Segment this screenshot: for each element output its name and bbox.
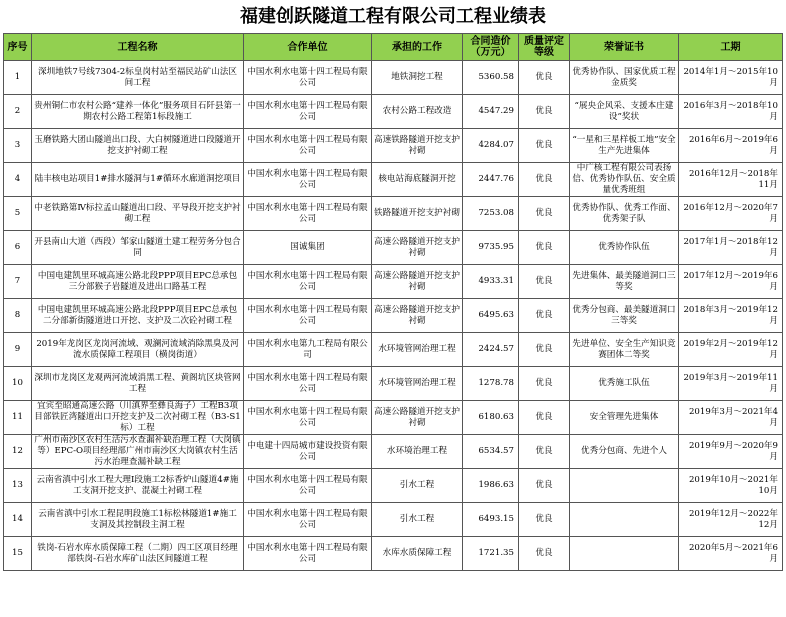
cell-honor: 优秀协作队、国家优质工程金质奖 bbox=[570, 61, 679, 95]
cell-period: 2017年12月～2019年6月 bbox=[679, 265, 783, 299]
cell-no: 13 bbox=[4, 469, 32, 503]
cell-amount: 6534.57 bbox=[463, 435, 519, 469]
table-row bbox=[4, 469, 783, 503]
cell-quality: 优良 bbox=[519, 537, 570, 571]
table-row bbox=[4, 435, 783, 469]
cell-honor: 优秀施工队伍 bbox=[570, 367, 679, 401]
table-row bbox=[4, 231, 783, 265]
header-honor: 荣誉证书 bbox=[570, 34, 679, 61]
cell-no: 9 bbox=[4, 333, 32, 367]
cell-amount: 1721.35 bbox=[463, 537, 519, 571]
cell-period: 2016年6月～2019年6月 bbox=[679, 129, 783, 163]
cell-partner: 中国水利水电第九工程局有限公司 bbox=[244, 333, 372, 367]
cell-honor: 中广核工程有限公司表扬信、优秀协作队伍、安全质量优秀班组 bbox=[570, 163, 679, 197]
cell-amount: 6495.63 bbox=[463, 299, 519, 333]
cell-work: 引水工程 bbox=[372, 503, 463, 537]
cell-project-name: 2019年龙岗区龙岗河流域、观澜河流域消除黑臭及河流水质保障工程项目（横岗街道） bbox=[32, 333, 244, 367]
table-row bbox=[4, 61, 783, 95]
cell-work: 铁路隧道开挖支护衬砌 bbox=[372, 197, 463, 231]
cell-period: 2019年9月～2020年9月 bbox=[679, 435, 783, 469]
cell-amount: 1278.78 bbox=[463, 367, 519, 401]
cell-no: 5 bbox=[4, 197, 32, 231]
cell-amount: 9735.95 bbox=[463, 231, 519, 265]
cell-no: 3 bbox=[4, 129, 32, 163]
cell-partner: 中国水利水电第十四工程局有限公司 bbox=[244, 95, 372, 129]
cell-work: 水库水质保障工程 bbox=[372, 537, 463, 571]
cell-no: 6 bbox=[4, 231, 32, 265]
cell-work: 水环境管网治理工程 bbox=[372, 367, 463, 401]
cell-project-name: 开县南山大道（西段）邹家山隧道土建工程劳务分包合同 bbox=[32, 231, 244, 265]
cell-quality: 优良 bbox=[519, 61, 570, 95]
cell-project-name: 中国电建凯里环城高速公路北段PPP项目EPC总承包三分部猴子岩隧道及进出口路基工程 bbox=[32, 265, 244, 299]
cell-partner: 中国水利水电第十四工程局有限公司 bbox=[244, 163, 372, 197]
table-row bbox=[4, 265, 783, 299]
table-row bbox=[4, 95, 783, 129]
table-row bbox=[4, 299, 783, 333]
cell-no: 12 bbox=[4, 435, 32, 469]
cell-quality: 优良 bbox=[519, 231, 570, 265]
cell-quality: 优良 bbox=[519, 265, 570, 299]
performance-table bbox=[3, 33, 783, 571]
cell-project-name: 中国电建凯里环城高速公路北段PPP项目EPC总承包二分部新街隧道进口开挖、支护及二次砼衬砌工程 bbox=[32, 299, 244, 333]
cell-partner: 中国水利水电第十四工程局有限公司 bbox=[244, 129, 372, 163]
cell-partner: 中国水利水电第十四工程局有限公司 bbox=[244, 265, 372, 299]
cell-honor bbox=[570, 537, 679, 571]
cell-project-name: 云南省滇中引水工程昆明段施工1标松林隧道1#施工支洞及其控制段主洞工程 bbox=[32, 503, 244, 537]
cell-amount: 4547.29 bbox=[463, 95, 519, 129]
cell-honor: “一星和三星样板工地”安全生产先进集体 bbox=[570, 129, 679, 163]
cell-work: 水环境治理工程 bbox=[372, 435, 463, 469]
cell-amount: 2447.76 bbox=[463, 163, 519, 197]
cell-no: 14 bbox=[4, 503, 32, 537]
header-partner: 合作单位 bbox=[244, 34, 372, 61]
cell-honor: 优秀协作队伍 bbox=[570, 231, 679, 265]
cell-period: 2016年12月～2018年11月 bbox=[679, 163, 783, 197]
header-quality: 质量评定等级 bbox=[519, 34, 570, 61]
cell-work: 地铁洞挖工程 bbox=[372, 61, 463, 95]
cell-quality: 优良 bbox=[519, 333, 570, 367]
cell-project-name: 贵州铜仁市农村公路“建养一体化”服务项目石阡县第一期农村公路工程第1标段施工 bbox=[32, 95, 244, 129]
cell-honor: “展央企风采、支援本庄建设”奖状 bbox=[570, 95, 679, 129]
cell-amount: 6493.15 bbox=[463, 503, 519, 537]
cell-partner: 中电建十四局城市建设投资有限公司 bbox=[244, 435, 372, 469]
cell-work: 农村公路工程改造 bbox=[372, 95, 463, 129]
cell-project-name: 铁岗-石岩水库水质保障工程（二期）四工区项目经理部铁岗-石岩水库矿山法区间隧道工程 bbox=[32, 537, 244, 571]
cell-work: 高速公路隧道开挖支护衬砌 bbox=[372, 401, 463, 435]
cell-amount: 7253.08 bbox=[463, 197, 519, 231]
table-row bbox=[4, 129, 783, 163]
cell-period: 2019年3月～2021年4月 bbox=[679, 401, 783, 435]
header-period: 工期 bbox=[679, 34, 783, 61]
cell-no: 2 bbox=[4, 95, 32, 129]
table-row bbox=[4, 333, 783, 367]
cell-work: 高速公路隧道开挖支护衬砌 bbox=[372, 265, 463, 299]
cell-honor: 先进集体、最美隧道洞口三等奖 bbox=[570, 265, 679, 299]
cell-partner: 中国水利水电第十四工程局有限公司 bbox=[244, 61, 372, 95]
cell-honor: 优秀分包商、最美隧道洞口三等奖 bbox=[570, 299, 679, 333]
cell-amount: 1986.63 bbox=[463, 469, 519, 503]
table-row bbox=[4, 367, 783, 401]
cell-period: 2019年3月～2019年11月 bbox=[679, 367, 783, 401]
header-amount: 合同造价（万元） bbox=[463, 34, 519, 61]
cell-quality: 优良 bbox=[519, 129, 570, 163]
header-name: 工程名称 bbox=[32, 34, 244, 61]
cell-quality: 优良 bbox=[519, 503, 570, 537]
cell-honor bbox=[570, 469, 679, 503]
cell-quality: 优良 bbox=[519, 95, 570, 129]
header-work: 承担的工作 bbox=[372, 34, 463, 61]
cell-no: 10 bbox=[4, 367, 32, 401]
cell-honor: 安全管理先进集体 bbox=[570, 401, 679, 435]
cell-work: 高速公路隧道开挖支护衬砌 bbox=[372, 231, 463, 265]
cell-honor: 优秀分包商、先进个人 bbox=[570, 435, 679, 469]
cell-honor bbox=[570, 503, 679, 537]
cell-amount: 4933.31 bbox=[463, 265, 519, 299]
cell-partner: 中国水利水电第十四工程局有限公司 bbox=[244, 401, 372, 435]
table-header-row bbox=[4, 34, 783, 61]
table-body bbox=[4, 61, 783, 571]
table-row bbox=[4, 401, 783, 435]
cell-amount: 2424.57 bbox=[463, 333, 519, 367]
cell-no: 1 bbox=[4, 61, 32, 95]
cell-work: 引水工程 bbox=[372, 469, 463, 503]
cell-partner: 中国水利水电第十四工程局有限公司 bbox=[244, 299, 372, 333]
cell-project-name: 云南省滇中引水工程大理Ⅰ段施工2标香炉山隧道4#施工支洞开挖支护、混凝土衬砌工程 bbox=[32, 469, 244, 503]
cell-project-name: 宜宾至昭通高速公路（川滇界至彝良海子）工程B3项目部铁匠湾隧道出口开挖支护及二次衬砌工程（B3-S1标）工程 bbox=[32, 401, 244, 435]
cell-quality: 优良 bbox=[519, 197, 570, 231]
cell-no: 7 bbox=[4, 265, 32, 299]
cell-project-name: 深圳地铁7号线7304-2标皇岗村站至福民站矿山法区间工程 bbox=[32, 61, 244, 95]
cell-amount: 5360.58 bbox=[463, 61, 519, 95]
cell-no: 4 bbox=[4, 163, 32, 197]
cell-partner: 国诚集团 bbox=[244, 231, 372, 265]
cell-work: 高速公路隧道开挖支护衬砌 bbox=[372, 299, 463, 333]
cell-period: 2019年12月～2022年12月 bbox=[679, 503, 783, 537]
cell-honor: 优秀协作队、优秀工作面、优秀架子队 bbox=[570, 197, 679, 231]
table-row bbox=[4, 503, 783, 537]
cell-work: 水环境管网治理工程 bbox=[372, 333, 463, 367]
table-row bbox=[4, 163, 783, 197]
cell-period: 2018年3月～2019年12月 bbox=[679, 299, 783, 333]
header-no: 序号 bbox=[4, 34, 32, 61]
cell-amount: 6180.63 bbox=[463, 401, 519, 435]
cell-period: 2019年10月～2021年10月 bbox=[679, 469, 783, 503]
cell-work: 核电站海底隧洞开挖 bbox=[372, 163, 463, 197]
cell-period: 2019年2月～2019年12月 bbox=[679, 333, 783, 367]
cell-quality: 优良 bbox=[519, 401, 570, 435]
cell-project-name: 陆丰核电站项目1#排水隧洞与1#循环水廊道洞挖项目 bbox=[32, 163, 244, 197]
cell-partner: 中国水利水电第十四工程局有限公司 bbox=[244, 537, 372, 571]
cell-quality: 优良 bbox=[519, 367, 570, 401]
cell-project-name: 深圳市龙岗区龙观两河流域消黑工程、黄阁坑区块管网工程 bbox=[32, 367, 244, 401]
page-title: 福建创跃隧道工程有限公司工程业绩表 bbox=[240, 6, 546, 27]
cell-honor: 先进单位、安全生产知识竞赛团体二等奖 bbox=[570, 333, 679, 367]
cell-period: 2014年1月～2015年10月 bbox=[679, 61, 783, 95]
cell-quality: 优良 bbox=[519, 469, 570, 503]
cell-no: 8 bbox=[4, 299, 32, 333]
cell-partner: 中国水利水电第十四工程局有限公司 bbox=[244, 469, 372, 503]
cell-project-name: 中老铁路第Ⅳ标拉孟山隧道出口段、平导段开挖支护衬砌工程 bbox=[32, 197, 244, 231]
table-row bbox=[4, 197, 783, 231]
cell-period: 2016年12月～2020年7月 bbox=[679, 197, 783, 231]
cell-quality: 优良 bbox=[519, 299, 570, 333]
cell-work: 高速铁路隧道开挖支护衬砌 bbox=[372, 129, 463, 163]
cell-no: 15 bbox=[4, 537, 32, 571]
cell-project-name: 玉磨铁路大团山隧道出口段、大白树隧道进口段隧道开挖支护衬砌工程 bbox=[32, 129, 244, 163]
cell-no: 11 bbox=[4, 401, 32, 435]
cell-project-name: 广州市南沙区农村生活污水查漏补缺治理工程（大岗镇等）EPC-O项目经理部广州市南沙区大岗镇农村生活污水治理查漏补缺工程 bbox=[32, 435, 244, 469]
cell-partner: 中国水利水电第十四工程局有限公司 bbox=[244, 367, 372, 401]
cell-amount: 4284.07 bbox=[463, 129, 519, 163]
cell-quality: 优良 bbox=[519, 163, 570, 197]
cell-period: 2020年5月～2021年6月 bbox=[679, 537, 783, 571]
cell-partner: 中国水利水电第十四工程局有限公司 bbox=[244, 503, 372, 537]
cell-period: 2017年1月～2018年12月 bbox=[679, 231, 783, 265]
cell-quality: 优良 bbox=[519, 435, 570, 469]
cell-partner: 中国水利水电第十四工程局有限公司 bbox=[244, 197, 372, 231]
table-row bbox=[4, 537, 783, 571]
cell-period: 2016年3月～2018年10月 bbox=[679, 95, 783, 129]
